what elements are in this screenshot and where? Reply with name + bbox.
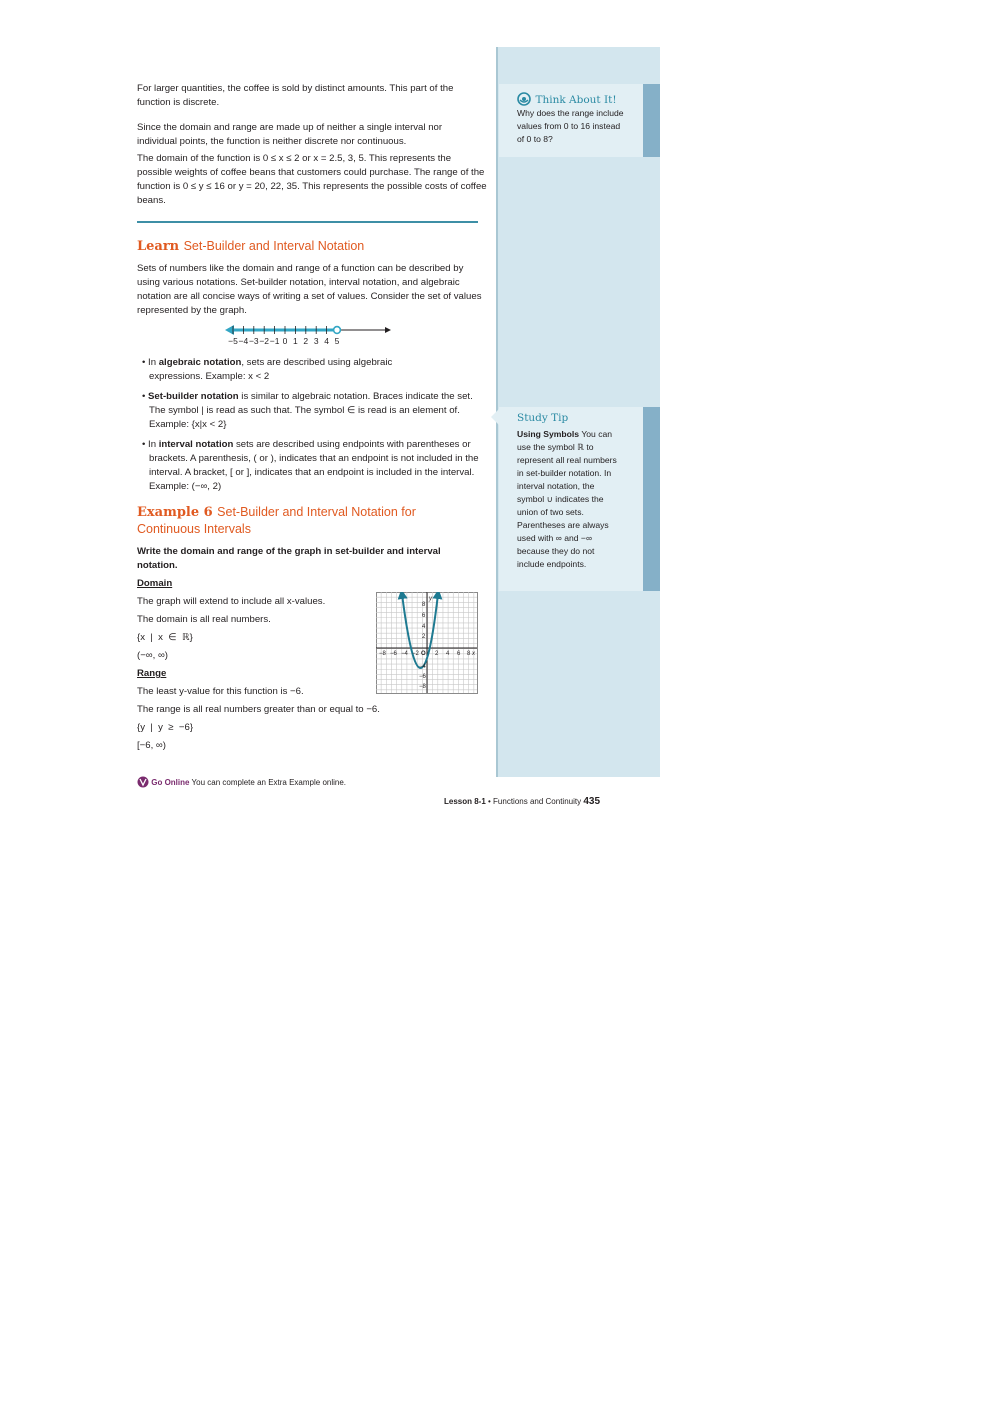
graph-x-tick: 6: [457, 651, 461, 657]
example-prompt: Write the domain and range of the graph in set-builder and interval notation.: [137, 546, 441, 571]
go-online-icon[interactable]: [137, 776, 149, 788]
think-about-it-text: Why does the range include values from 0 to 16 instead of 0 to 8?: [517, 108, 624, 144]
graph-y-tick: 4: [422, 624, 426, 630]
term-set-builder-notation: Set-builder notation: [148, 391, 239, 402]
graph-x-tick: 8: [467, 651, 471, 657]
number-line: [225, 323, 395, 347]
bullet-prefix: • In: [142, 439, 159, 450]
range-line-2: The range is all real numbers greater than or equal to −6.: [137, 704, 380, 715]
bullet-text: , sets are described using algebraic expressions. Example: x < 2: [149, 357, 393, 382]
footer-title: Functions and Continuity: [493, 797, 582, 806]
number-line-label: 3: [313, 336, 319, 346]
number-line-label: 0: [282, 336, 288, 346]
bullet-set-builder-notation: [137, 390, 489, 432]
bullet-text: sets are described using endpoints with parentheses or brackets. A parenthesis, ( or ), indicates that an endpoint is not included in the interval. A bracket, [ or ], indicates that an endpoint is included in the interval. Example: (−∞, 2): [149, 439, 479, 492]
term-interval-notation: interval notation: [158, 439, 234, 450]
open-point: [334, 327, 341, 334]
graph-x-tick: −2: [412, 651, 419, 657]
graph-x-label: x: [472, 651, 475, 657]
number-line-label: −5: [228, 336, 238, 346]
number-line-label: −2: [259, 336, 270, 346]
graph-y-tick: −8: [419, 684, 426, 690]
number-line-label: −3: [248, 336, 259, 346]
study-tip-heading: Using Symbols: [517, 429, 580, 439]
page-number: 435: [583, 796, 601, 807]
graph-y-tick: 6: [422, 613, 426, 619]
study-tip-pointer: [489, 409, 499, 425]
number-line-label: −4: [238, 336, 249, 346]
page-footer: [444, 796, 600, 807]
term-algebraic-notation: algebraic notation: [158, 357, 242, 368]
domain-line-1: The graph will extend to include all x-values.: [137, 596, 326, 607]
number-line-label: −1: [269, 336, 280, 346]
graph-origin-label: O: [421, 651, 426, 657]
example-title: Set-Builder and Interval Notation for Continuous Intervals: [137, 505, 416, 536]
go-online-text: You can complete an Extra Example online.: [191, 778, 347, 787]
study-tip-body: You can use the symbol ℝ to represent all real numbers in set-builder notation. In interval notation, the symbol ∪ indicates the union of two sets. Parentheses are always used with ∞ and −∞ because they do not include endpoints.: [517, 429, 617, 569]
range-interval: [−6, ∞): [137, 740, 166, 751]
go-online-line: [137, 776, 346, 788]
graph-x-tick: −6: [390, 651, 397, 657]
domain-set-builder: {x | x ∈ ℝ}: [137, 632, 193, 643]
study-tip-tab: [643, 407, 660, 591]
range-set-builder: {y | y ≥ −6}: [137, 722, 194, 733]
think-about-it-tab: [643, 84, 660, 157]
learn-title: Set-Builder and Interval Notation: [183, 239, 365, 253]
range-line-1: The least y-value for this function is −6.: [137, 686, 304, 697]
number-line-label: 1: [293, 336, 298, 346]
study-tip-text: [517, 428, 623, 571]
study-tip-title: Study Tip: [517, 412, 569, 424]
graph-x-tick: −8: [379, 651, 386, 657]
bullet-algebraic-notation: [137, 356, 441, 384]
paragraph-discrete: For larger quantities, the coffee is sold by distinct amounts. This part of the function is discrete.: [137, 83, 454, 108]
range-heading: Range: [137, 668, 167, 679]
graph-y-tick: 2: [422, 634, 426, 640]
paragraph-neither: Since the domain and range are made up of neither a single interval nor individual points, the function is neither discrete nor continuous.: [137, 122, 443, 147]
number-line-label: 2: [303, 336, 309, 346]
example-label: Example 6: [137, 505, 213, 520]
example-heading: [137, 504, 457, 537]
bullet-interval-notation: [137, 438, 479, 494]
bullet-prefix: •: [142, 391, 149, 402]
graph-y-tick: 8: [422, 602, 426, 608]
footer-separator: •: [485, 797, 494, 806]
domain-interval: (−∞, ∞): [137, 650, 169, 661]
go-online-link[interactable]: Go Online: [151, 778, 190, 787]
section-divider: [137, 221, 478, 223]
domain-line-2: The domain is all real numbers.: [137, 614, 271, 625]
graph-y-tick: −6: [419, 674, 426, 680]
graph-x-tick: 2: [435, 651, 439, 657]
graph-x-tick: 4: [446, 651, 450, 657]
learn-label: Learn: [137, 239, 180, 254]
learn-paragraph: Sets of numbers like the domain and range of a function can be described by using various notations. Set-builder notation, interval notation, and algebraic notation are all concise ways of writing a set of values. Consider the set of values represented by the graph.: [137, 263, 482, 316]
number-line-label: 4: [324, 336, 329, 346]
paragraph-domain-range: The domain of the function is 0 ≤ x ≤ 2 or x = 2.5, 3, 5. This represents the possible weights of coffee beans that customers could purchase. The range of the function is 0 ≤ y ≤ 16 or y = 20, 22, 35. This represents the possible costs of coffee beans.: [137, 153, 487, 206]
graph-y-label: y: [429, 596, 432, 602]
bullet-prefix: • In: [142, 357, 159, 368]
domain-heading: Domain: [137, 578, 173, 589]
bullet-text: is similar to algebraic notation. Braces indicate the set. The symbol | is read as such that. The symbol ∈ is read is an element of. Example: {x|x < 2}: [149, 391, 473, 430]
lightbulb-icon: [517, 92, 531, 106]
parabola-graph: [376, 592, 478, 694]
graph-x-tick: −4: [401, 651, 408, 657]
think-about-it-title: Think About It!: [535, 94, 617, 106]
learn-heading: [137, 237, 364, 255]
graph-y-tick: −4: [419, 664, 426, 670]
think-about-it-header: [517, 90, 617, 108]
footer-lesson: Lesson 8-1: [444, 797, 486, 806]
number-line-label: 5: [334, 336, 340, 346]
